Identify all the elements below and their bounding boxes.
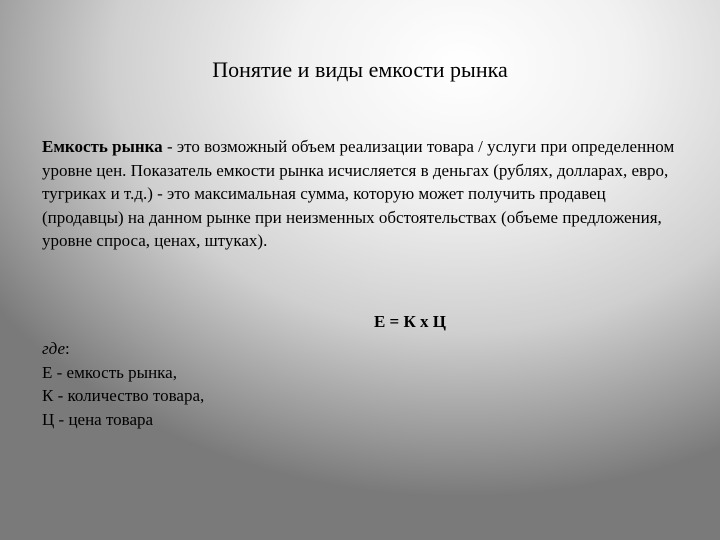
slide-title: Понятие и виды емкости рынка bbox=[212, 57, 508, 82]
legend-intro-colon: : bbox=[65, 339, 70, 358]
formula-legend bbox=[42, 337, 442, 431]
legend-intro-line bbox=[42, 337, 442, 361]
definition-text: - это возможный объем реализации товара / услуги при определенном уровне цен. Показатель емкости рынка исчисляется в деньгах (рублях, долларах, евро, тугриках и т.д.) - это максимальная сумма, которую может получить продавец (продавцы) на данном рынке при неизменных обстоятельствах (объеме предложения, уровне спроса, ценах, штуках). bbox=[42, 137, 675, 250]
formula: Е = К х Ц bbox=[373, 312, 447, 331]
definition-paragraph bbox=[42, 135, 682, 253]
legend-item-quantity: К - количество товара, bbox=[42, 386, 205, 405]
legend-item-price: Ц - цена товара bbox=[42, 409, 154, 429]
definition-term: Емкость рынка bbox=[42, 137, 163, 156]
legend-item-capacity: Е - емкость рынка, bbox=[42, 362, 177, 382]
legend-intro: где bbox=[42, 339, 65, 358]
